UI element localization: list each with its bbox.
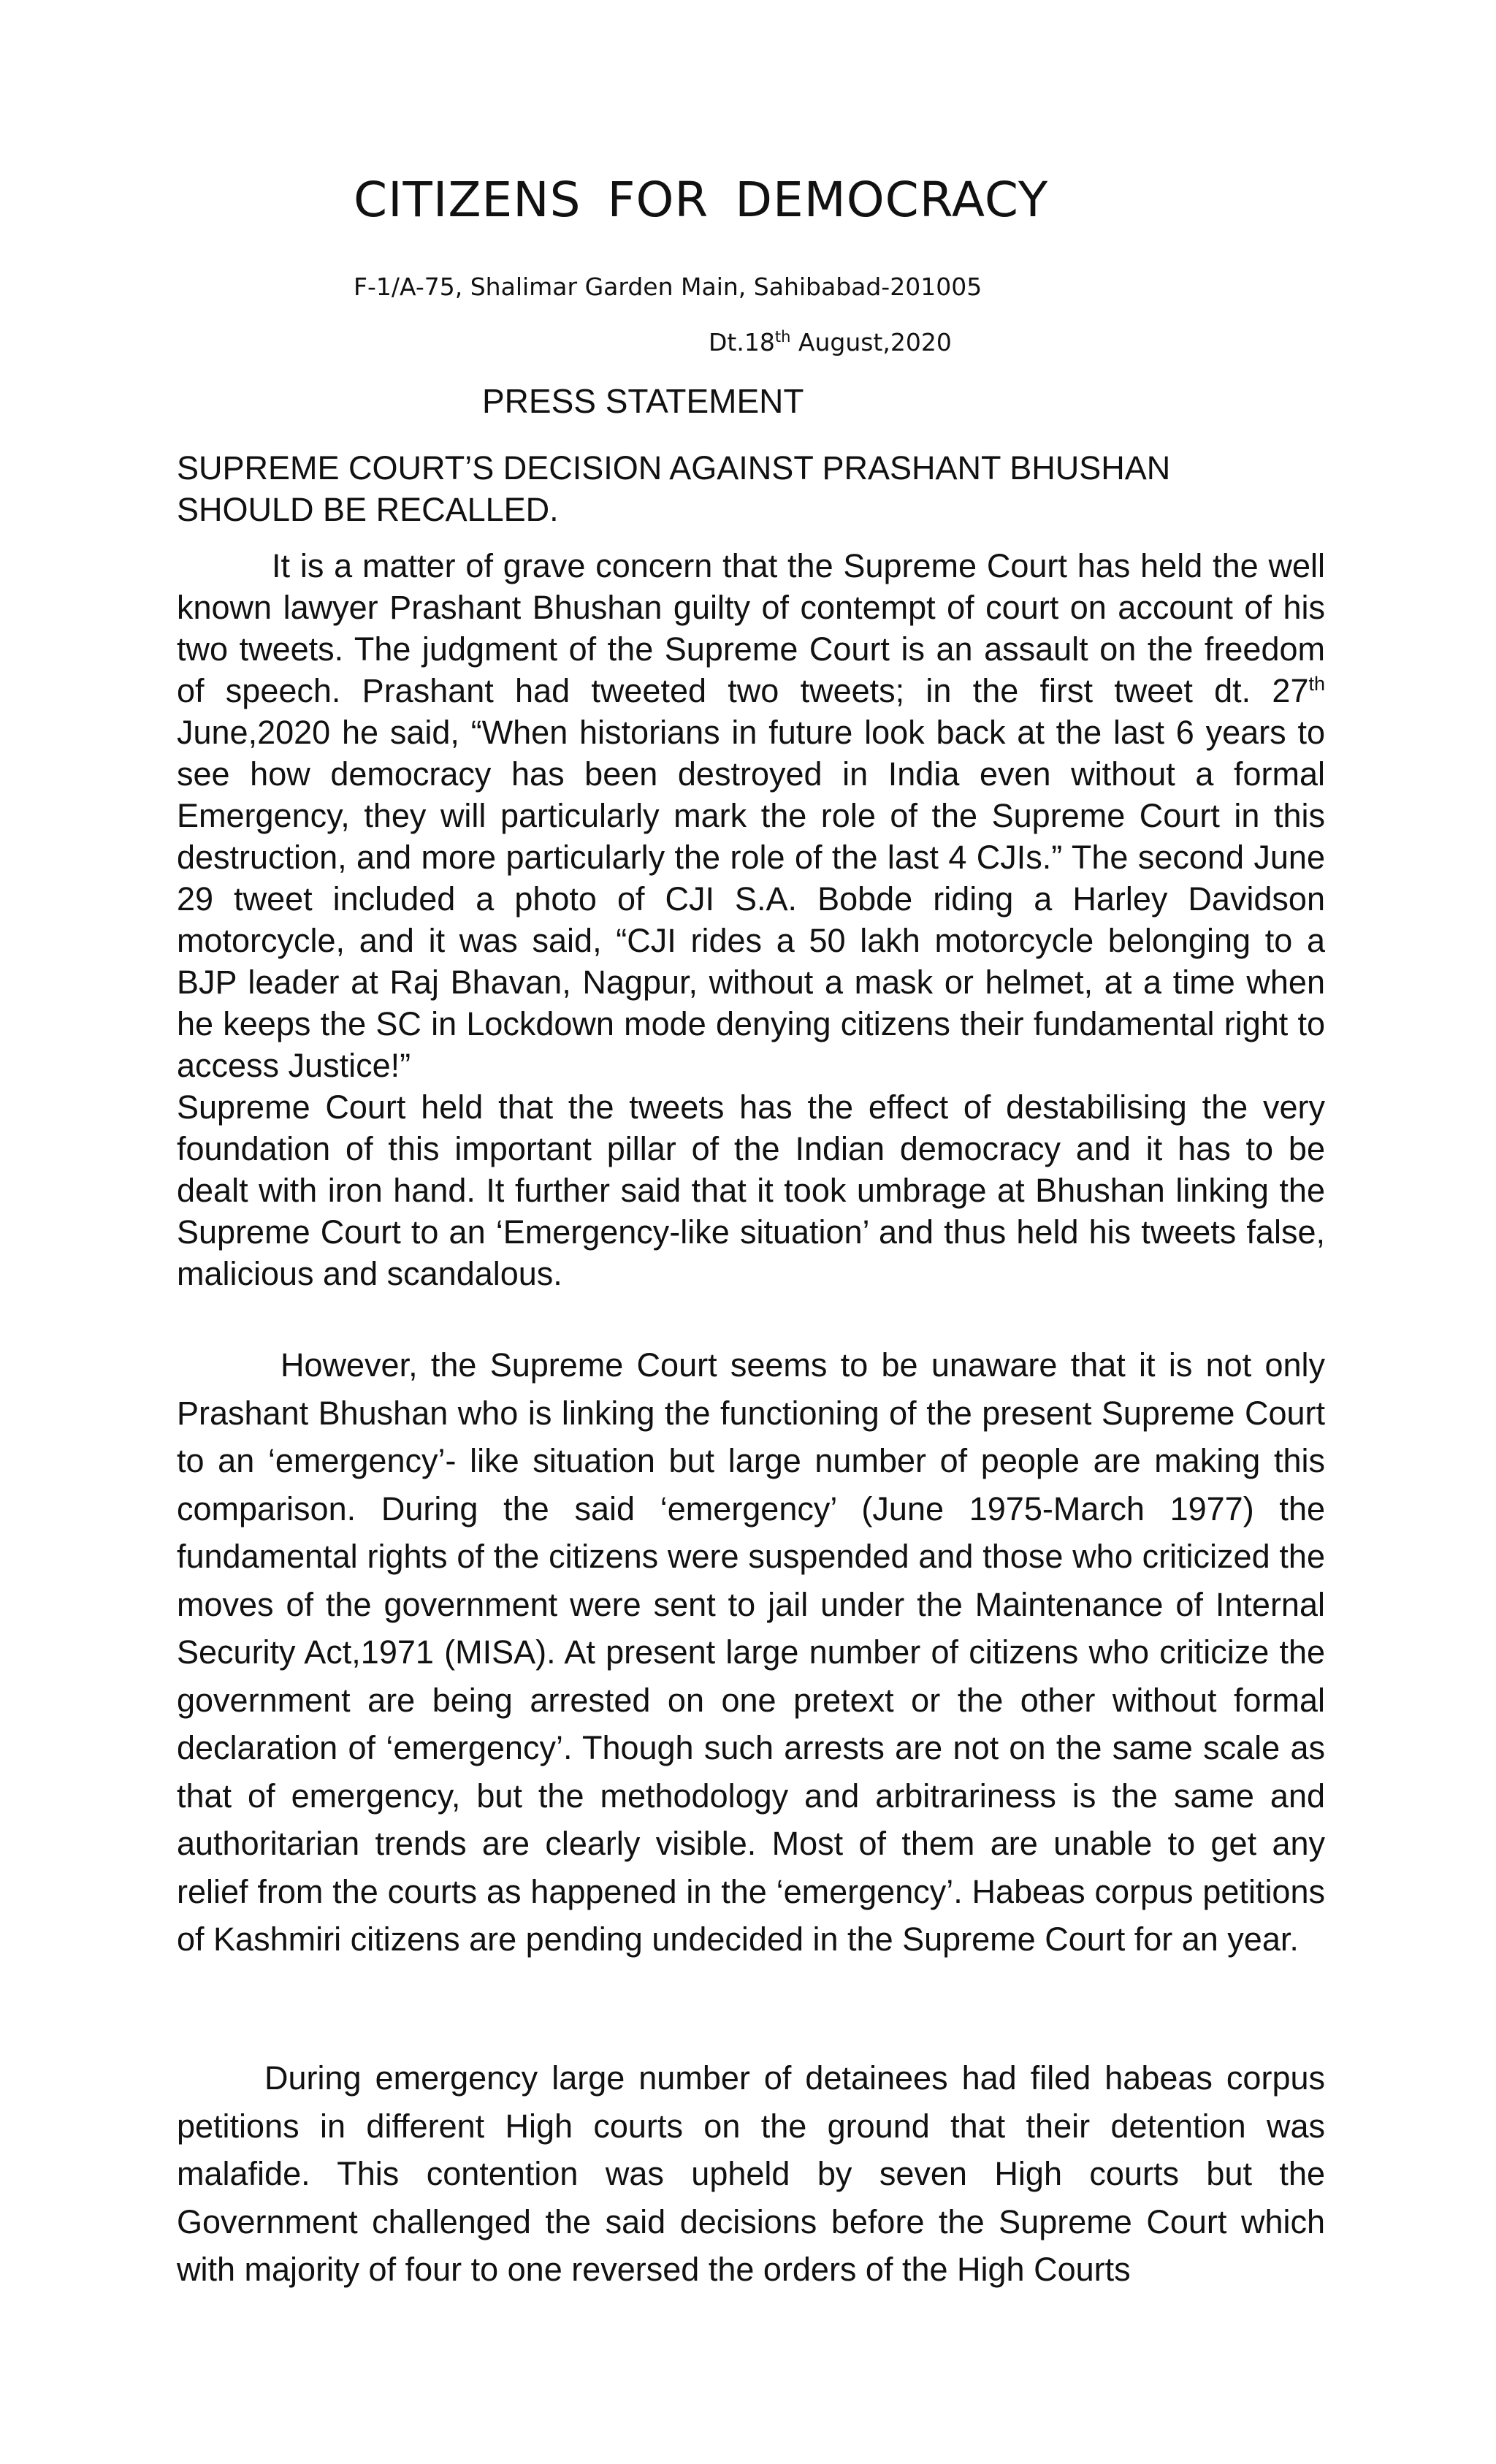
paragraph-1-part-3: Supreme Court held that the tweets has the effect of destabilising the very foundation of this important pillar of the Indian democracy and it has to be dealt with iron hand. It further said that it took umbrage at Bhushan linking the Supreme Court to an ‘Emergency-like situation’ and thus held his tweets false, malicious and scandalous. — [177, 1088, 1325, 1292]
statement-headline — [177, 447, 1346, 530]
date-prefix: Dt.18 — [709, 328, 775, 356]
paragraph-1 — [177, 545, 1325, 1294]
headline-line-2: SHOULD BE RECALLED. — [177, 491, 559, 528]
paragraph-2: However, the Supreme Court seems to be unaware that it is not only Prashant Bhushan who is linking the functioning of the present Supreme Court to an ‘emergency’- like situation but large number of people are making this comparison. During the said ‘emergency’ (June 1975-March 1977) the fundamental rights of the citizens were suspended and those who criticized the moves of the government were sent to jail under the Maintenance of Internal Security Act,1971 (MISA). At present large number of citizens who criticize the government are being arrested on one pretext or the other without formal declaration of ‘emergency’. Though such arrests are not on the same scale as that of emergency, but the methodology and arbitrariness is the same and authoritarian trends are clearly visible. Most of them are unable to get any relief from the courts as happened in the ‘emergency’. Habeas corpus petitions of Kashmiri citizens are pending undecided in the Supreme Court for an year. — [177, 1346, 1325, 1958]
paragraph-3: During emergency large number of detainees had filed habeas corpus petitions in different High courts on the ground that their detention was malafide. This contention was upheld by seven High courts but the Government challenged the said decisions before the Supreme Court which with majority of four to one reversed the orders of the High Courts — [177, 2059, 1325, 2288]
paragraph-1-part-2: June,2020 he said, “When historians in future look back at the last 6 years to see how democracy has been destroyed in India even without a formal Emergency, they will particularly mark the role of the Supreme Court in this destruction, and more particularly the role of the last 4 CJIs.” The second June 29 tweet included a photo of CJI S.A. Bobde riding a Harley Davidson motorcycle, and it was said, “CJI rides a 50 lakh motorcycle belonging to a BJP leader at Raj Bhavan, Nagpur, without a mask or helmet, at a time when he keeps the SC in Lockdown mode denying citizens their fundamental right to access Justice!” — [177, 714, 1325, 1084]
paragraph-1-part-1: It is a matter of grave concern that the Supreme Court has held the well known lawyer Prashant Bhushan guilty of contempt of court on account of his two tweets. The judgment of the Supreme Court is an assault on the freedom of speech. Prashant had tweeted two tweets; in the first tweet dt. 27 — [177, 547, 1325, 709]
paragraph-1-ordinal-suffix: th — [1308, 673, 1325, 695]
document-type-heading: PRESS STATEMENT — [482, 382, 804, 420]
date-rest: August,2020 — [790, 328, 952, 356]
headline-line-1: SUPREME COURT’S DECISION AGAINST PRASHANT BHUSHAN — [177, 449, 1171, 487]
statement-date — [709, 328, 952, 356]
date-ordinal-suffix: th — [774, 328, 791, 346]
organization-address: F-1/A-75, Shalimar Garden Main, Sahibabad-201005 — [354, 272, 982, 301]
organization-name: CITIZENS FOR DEMOCRACY — [354, 172, 1049, 228]
